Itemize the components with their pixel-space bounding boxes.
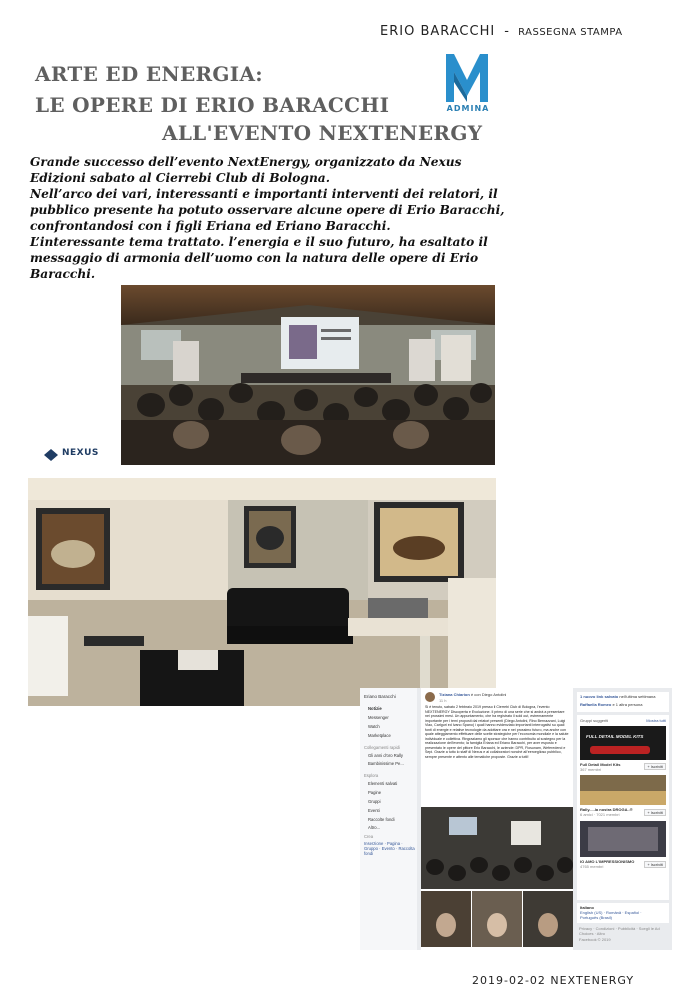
group-members-1: 367 membri [580,767,602,772]
group-banner-1-text: FULL DETAIL MODEL KITS [586,734,644,739]
join-group-button-2[interactable]: + Iscriviti [644,809,666,816]
group-members-2: 6 amici · 7021 membri [580,812,620,817]
group-name-3[interactable]: IO AMO L'IMPRESSIONISMO [580,859,635,864]
facebook-right-column [577,688,669,950]
shortcut-item-rally[interactable]: Gli anni d'oro Rally [368,753,404,758]
group-members-3: 4765 membri [580,864,604,869]
facebook-copyright: Facebook © 2019 [579,937,611,942]
page-footer: 2019-02-02 NEXTENERGY [472,974,635,987]
nexus-logo-text: NEXUS [62,448,99,458]
language-current: Italiano [580,905,595,910]
header-name: ERIO BARACCHI [380,24,496,39]
explore-item-saved[interactable]: Elementi salvati [368,781,398,786]
groups-more-link[interactable]: Mostra tutti [646,718,666,723]
explore-item-more[interactable]: Altro... [368,825,381,830]
logo-text: ADMINA [446,104,490,113]
saved-note-2: nell'ultima settimana [619,694,656,699]
join-group-button-1[interactable]: + Iscriviti [644,763,666,770]
friend-note[interactable]: Raffaella Romeo [580,702,612,707]
group-banner-3[interactable] [580,821,666,857]
facebook-footer-links[interactable]: Privacy · Condizioni · Pubblicità · Scegli le Ad Choices · Altro [579,926,660,936]
title-line-1: ARTE ED ENERGIA: [35,62,263,86]
exhibition-photo [28,478,496,706]
conference-photo [121,285,495,465]
group-name-1[interactable]: Full Detail Model Kits [580,762,621,767]
post-with: è con Diego Antolini [470,692,507,697]
explore-item-events[interactable]: Eventi [368,808,380,813]
sidebar-item-notizie[interactable]: Notizie [368,706,382,711]
facebook-profile-name: Eriano Baracchi [364,694,396,699]
explore-item-fundraisers[interactable]: Raccolte fondi [368,817,395,822]
header-dash: - [504,24,509,39]
intro-paragraph-3: L’interessante tema trattato. l’energia e il suo futuro, ha esaltato il messaggio di armonia dell’uomo con la natura delle opere di Erio Baracchi. [30,235,488,281]
facebook-sidebar [360,688,417,950]
language-box [577,903,669,923]
title-line-3: ALL'EVENTO NEXTENERGY [162,121,483,145]
group-name-2[interactable]: Rally.....la nostra DROGA..® [580,807,633,812]
intro-text [30,154,510,282]
avatar[interactable] [425,692,435,702]
intro-paragraph-2: Nell’arco dei vari, interessanti e importanti interventi dei relatori, il pubblico presente ha potuto osservare alcune opere di Erio Baracchi, confrontandosi con i figli Eriana ed Eriano Baracchi. [30,187,505,233]
intro-paragraph-1: Grande successo dell’evento NextEnergy, organizzato da Nexus Edizioni sabato al Cierrebi Club di Bologna. [30,155,462,185]
sidebar-item-marketplace[interactable]: Marketplace [368,733,391,738]
facebook-post [421,688,573,950]
explore-item-pages[interactable]: Pagine [368,790,382,795]
sidebar-item-messenger[interactable]: Messenger [368,715,389,720]
friend-note-2: e 1 altra persona [612,702,643,707]
group-banner-1[interactable] [580,726,666,760]
create-links[interactable]: Inserzione · Pagina · Gruppo · Evento · Raccolta fondi [364,841,415,856]
post-author[interactable]: Tiziana Chiarion [439,692,470,697]
groups-title: Gruppi suggeriti [580,718,609,723]
language-links[interactable]: English (US) · Română · Español · Português (Brasil) [580,910,642,920]
page-header [380,20,680,39]
title-line-2: LE OPERE DI ERIO BARACCHI [35,93,390,117]
post-photos [421,807,573,950]
suggested-groups [577,715,669,900]
sidebar-item-watch[interactable]: Watch [368,724,380,729]
group-banner-2[interactable] [580,775,666,805]
post-text: Si è tenuto, sabato 2 febbraio 2019 presso il Cierrebi Club di Bologna, l'evento NEXTENERGY Discoperta e Evoluzione. Il primo di una serie che si andrà a presentare nei prossimi mesi. Un appuntamento, che ha registrato il sold out, estremamente importante per i temi proposti dai relatori presenti (Diego Antolini, Rino Bernazzani, Luigi Viao, Carlguri ed Ivano Spano) i quali hanno evidenziato importanti interrogativi su quali fonti di energie e relative tecnologie da adottare ora e nei prossimo futuro, ma anche con quale atteggiamento effettuare delle scelte strategiche per l'economia mondiale e la salute individuale e collettiva. Ringraziamo gli sponsor che hanno contribuito al sostegno per la realizzazione dell'evento; la famiglia Eriana ed Eriano Baracchi, per aver esposto e presentato le opere del pittore Erio Baracchi, le aziende: DPR, Fiosunam, Weferedend e Sepi. Grazie a tutto lo staff di Nexus e ai collaboratori nonché all'eeroeglioso pubblico, sempre presente e attento alle tematiche proposte. Grazie a tutti! [425,705,569,759]
saved-note[interactable]: 1 nuovo link salvato [580,694,619,699]
header-subtitle: RASSEGNA STAMPA [518,27,623,38]
shortcuts-title: Collegamenti rapidi [364,745,400,750]
facebook-screenshot [360,688,672,950]
shortcut-item-bambinissime[interactable]: Bambinissime Pe... [368,761,404,766]
explore-item-groups[interactable]: Gruppi [368,799,381,804]
join-group-button-3[interactable]: + Iscriviti [644,861,666,868]
create-title: Crea [364,834,374,839]
post-time: 11 h [439,698,447,703]
explore-title: Esplora [364,773,379,778]
